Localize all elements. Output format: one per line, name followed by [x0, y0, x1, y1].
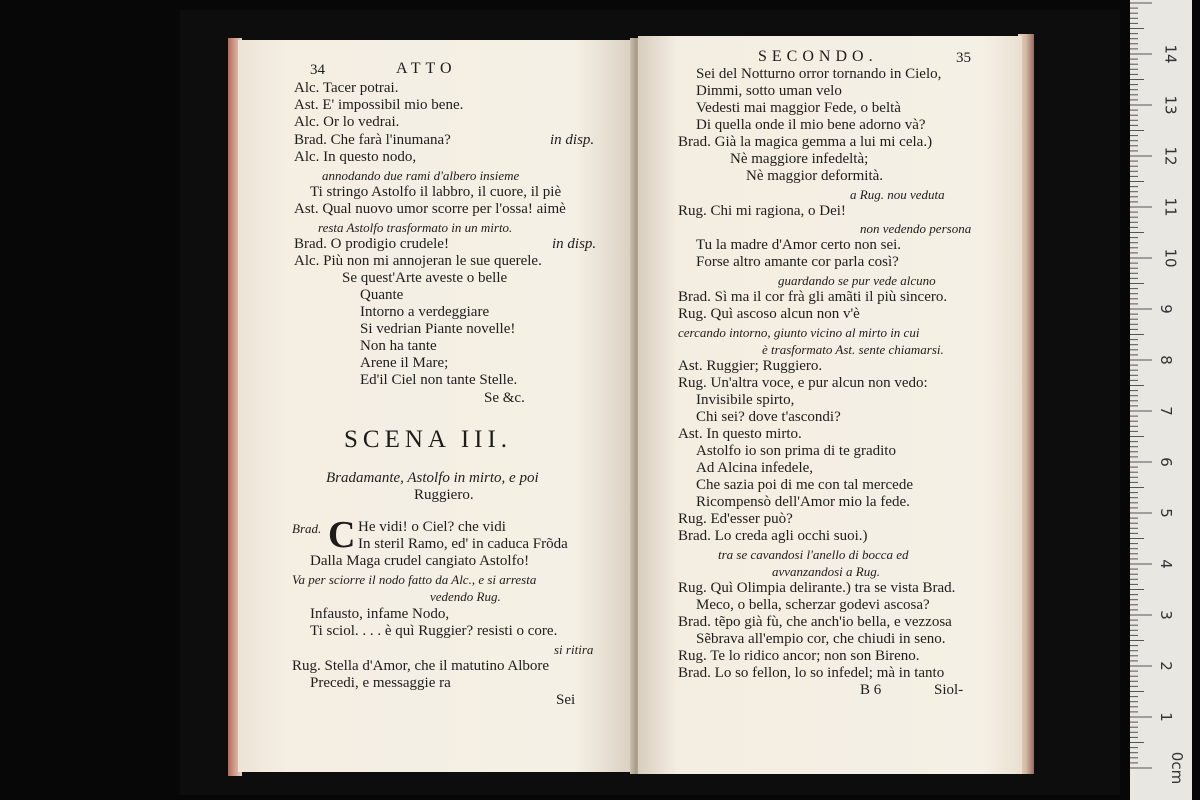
catchword-left: Sei [556, 692, 576, 708]
page-number-right: 35 [956, 50, 971, 66]
text-line: Che sazia poi di me con tal mercede [696, 477, 913, 493]
text-line: Rug. Te lo ridico ancor; non son Bireno. [678, 648, 920, 664]
text-line: Ad Alcina infedele, [696, 460, 814, 476]
text-line: Rug. Chi mi ragiona, o Dei! [678, 203, 846, 219]
stage-direction: in disp. [552, 236, 597, 252]
text-line: Arene il Mare; [360, 355, 449, 371]
ruler-number: 7 [1156, 406, 1175, 416]
text-line: Nè maggiore infedeltà; [730, 151, 869, 167]
text-line: Rug. Ed'esser può? [678, 511, 793, 527]
ruler-number: 12 [1161, 146, 1180, 166]
stage-direction: in disp. [550, 132, 595, 148]
text-line: Astolfo io son prima di te gradito [696, 443, 896, 459]
stage-direction: cercando intorno, giunto vicino al mirto in cui [678, 325, 920, 340]
text-line: Brad. Lo so fellon, lo so infedel; mà in tanto [678, 665, 945, 681]
ruler-number: 9 [1156, 304, 1175, 314]
stage-direction: vedendo Rug. [430, 589, 501, 604]
ruler-number: 0cm [1168, 751, 1187, 785]
text-line: Rug. Un'altra voce, e pur alcun non vedo: [678, 375, 928, 391]
text-line: Brad. O prodigio crudele! [294, 236, 449, 252]
text-line: In steril Ramo, ed' in caduca Frõda [358, 536, 568, 552]
text-line: Quante [360, 287, 404, 303]
text-line: Non ha tante [360, 338, 437, 354]
text-line: Sẽbrava all'empio cor, che chiudi in seno. [696, 631, 946, 647]
text-line: Chi sei? dove t'ascondi? [696, 409, 841, 425]
text-line: Se quest'Arte aveste o belle [342, 270, 508, 286]
text-line: Brad. Che farà l'inumana? [294, 132, 451, 148]
text-line: Brad. Già la magica gemma a lui mi cela.) [678, 134, 933, 150]
scene-heading: SCENA III. [344, 426, 513, 453]
text-line: Brad. tẽpo già fù, che anch'io bella, e vezzosa [678, 614, 952, 630]
text-line: Alc. Più non mi annojeran le sue querele. [294, 253, 542, 269]
text-line: Brad. Sì ma il cor frà gli amãti il più sincero. [678, 289, 948, 305]
text-line: Rug. Quì Olimpia delirante.) tra se vista Brad. [678, 580, 956, 596]
right-page [638, 36, 1022, 774]
ruler-number: 6 [1156, 457, 1175, 467]
left-page [238, 40, 635, 772]
character-list: Ruggiero. [414, 487, 474, 503]
ruler-number: 11 [1161, 197, 1180, 217]
ruler-number: 2 [1156, 661, 1175, 671]
text-line: He vidi! o Ciel? che vidi [358, 519, 506, 535]
ruler-number: 3 [1156, 610, 1175, 620]
text-line: Tu la madre d'Amor certo non sei. [696, 237, 902, 253]
text-line: Forse altro amante cor parla così? [696, 254, 899, 270]
text-line: Intorno a verdeggiare [360, 304, 490, 320]
text-line: Ti sciol. . . . è quì Ruggier? resisti o core. [310, 623, 558, 639]
text-line: Nè maggior deformità. [746, 168, 884, 184]
text-line: Alc. Or lo vedrai. [294, 114, 400, 130]
running-header-right: SECONDO. [758, 48, 878, 65]
stage-direction: avvanzandosi a Rug. [772, 564, 880, 579]
ruler-number: 5 [1156, 508, 1175, 518]
text-line: Se &c. [484, 390, 525, 406]
stage-direction: guardando se pur vede alcuno [778, 273, 936, 288]
stage-direction: è trasformato Ast. sente chiamarsi. [762, 342, 944, 357]
text-line: Di quella onde il mio bene adorno và? [696, 117, 926, 133]
stage-direction: a Rug. nou veduta [850, 187, 945, 202]
text-line: Ast. In questo mirto. [678, 426, 802, 442]
character-list: Bradamante, Astolfo in mirto, e poi [326, 470, 539, 486]
drop-cap: C [328, 514, 356, 556]
page-number-left: 34 [310, 62, 325, 78]
text-line: Invisibile spirto, [696, 392, 795, 408]
text-line: Precedi, e messaggie ra [310, 675, 451, 691]
text-line: Vedesti mai maggior Fede, o beltà [696, 100, 901, 116]
text-line: Ast. Qual nuovo umor scorre per l'ossa! aimè [294, 201, 566, 217]
text-line: Ast. E' impossibil mio bene. [294, 97, 464, 113]
stage-direction: resta Astolfo trasformato in un mirto. [318, 220, 513, 235]
ruler-number: 8 [1156, 355, 1175, 365]
catchword-right: Siol- [934, 682, 964, 698]
stage-direction: si ritira [554, 642, 594, 657]
stage-direction: non vedendo persona [860, 221, 972, 236]
text-line: Sei del Notturno orror tornando in Cielo, [696, 66, 942, 82]
stage-direction: tra se cavandosi l'anello di bocca ed [718, 547, 909, 562]
running-header-left: ATTO [396, 60, 457, 77]
signature-mark: B 6 [860, 682, 882, 698]
text-line: Dalla Maga crudel cangiato Astolfo! [310, 553, 530, 569]
text-line: Ed'il Ciel non tante Stelle. [360, 372, 518, 388]
ruler-number: 14 [1161, 44, 1180, 64]
measurement-ruler [1130, 0, 1192, 800]
text-line: Infausto, infame Nodo, [310, 606, 450, 622]
speaker-label: Brad. [292, 521, 322, 536]
text-line: Alc. Tacer potrai. [294, 80, 399, 96]
stage-direction: annodando due rami d'albero insieme [322, 168, 520, 183]
ruler-number: 10 [1161, 248, 1180, 268]
text-line: Ti stringo Astolfo il labbro, il cuore, il piè [310, 184, 562, 200]
text-line: Alc. In questo nodo, [294, 149, 417, 165]
text-line: Ast. Ruggier; Ruggiero. [678, 358, 823, 374]
ruler-number: 4 [1156, 559, 1175, 569]
text-line: Ricompensò dell'Amor mio la fede. [696, 494, 910, 510]
ruler-number: 1 [1156, 712, 1175, 722]
text-line: Si vedrian Piante novelle! [360, 321, 516, 337]
ruler-ticks [1130, 0, 1192, 800]
ruler-number: 13 [1161, 95, 1180, 115]
text-line: Meco, o bella, scherzar godevi ascosa? [696, 597, 930, 613]
text-line: Rug. Stella d'Amor, che il matutino Albore [292, 658, 550, 674]
text-line: Brad. Lo creda agli occhi suoi.) [678, 528, 868, 544]
text-line: Rug. Quì ascoso alcun non v'è [678, 306, 860, 322]
text-line: Dimmi, sotto uman velo [696, 83, 842, 99]
stage-direction: Va per sciorre il nodo fatto da Alc., e si arresta [292, 572, 537, 587]
